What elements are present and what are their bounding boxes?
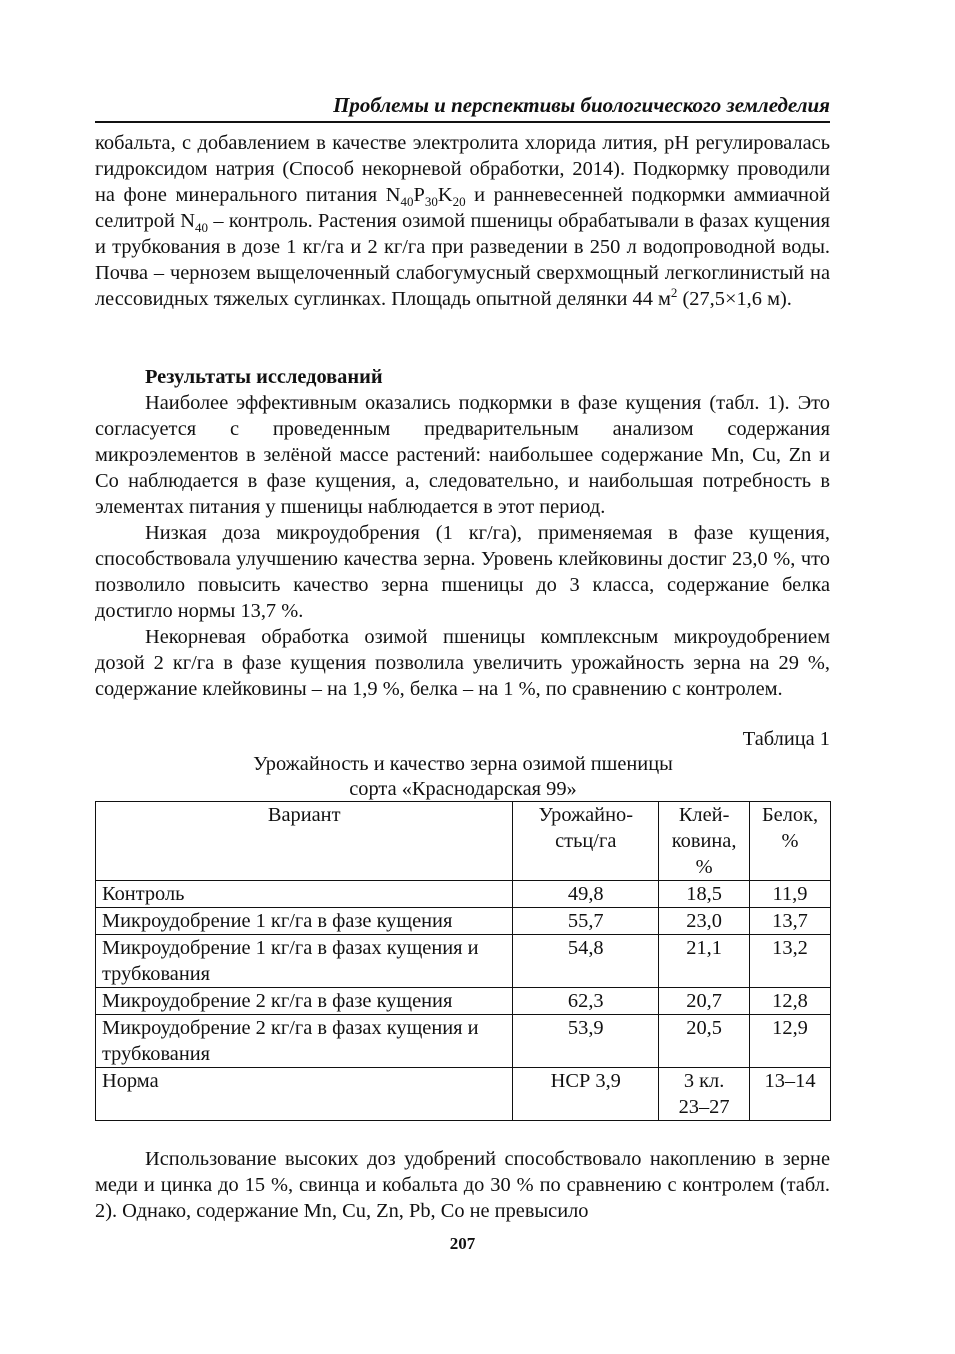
data-table bbox=[95, 801, 831, 1121]
table-row-norm bbox=[96, 1068, 831, 1121]
para1-sup: 2 bbox=[670, 285, 678, 301]
cell-protein: 11,9 bbox=[750, 881, 831, 908]
cell-gluten-range: 23–27 bbox=[678, 1096, 730, 1118]
table-row bbox=[96, 988, 831, 1015]
closing-paragraph bbox=[95, 1146, 830, 1224]
para1-k-sub: 20 bbox=[452, 194, 466, 210]
header-yield: Урожайно- стьц/га bbox=[513, 802, 659, 881]
running-head: Проблемы и перспективы биологического земледелия bbox=[333, 93, 830, 117]
para1-p-sub: 30 bbox=[424, 194, 438, 210]
cell-gluten: 23,0 bbox=[659, 908, 750, 935]
cell-protein: 13–14 bbox=[750, 1068, 831, 1121]
cell-gluten: 20,5 bbox=[659, 1015, 750, 1068]
table-caption-line-2: сорта «Краснодарская 99» bbox=[349, 778, 577, 800]
cell-protein: 12,8 bbox=[750, 988, 831, 1015]
header-protein: Белок, % bbox=[750, 802, 831, 881]
cell-gluten: 20,7 bbox=[659, 988, 750, 1015]
closing-paragraph-text: Использование высоких доз удобрений способствовало накоплению в зерне меди и цинка до 15 %, свинца и кобальта до 30 % по сравнению с контролем (табл. 2). Однако, содержание Mn, Cu, Zn, Pb, Co не превысило bbox=[95, 1148, 830, 1222]
table-row bbox=[96, 1015, 831, 1068]
cell-gluten: 18,5 bbox=[659, 881, 750, 908]
header-variant: Вариант bbox=[96, 802, 513, 881]
cell-variant: Микроудобрение 2 кг/га в фазе кущения bbox=[96, 988, 513, 1015]
table-header-row bbox=[96, 802, 831, 881]
para1-n2-sub: 40 bbox=[194, 220, 208, 236]
table-row bbox=[96, 908, 831, 935]
header-rule bbox=[95, 121, 830, 123]
results-paragraph-1: Наиболее эффективным оказались подкормки в фазе кущения (табл. 1). Это согласуется с проведенным предварительным анализом содержания микроэлементов в зелёной массе растений: наибольшее содержание Mn, Cu, Zn и Co наблюдается в фазе кущения, а, следовательно, и наибольшая потребность в элементах питания у пшеницы наблюдается в этот период. bbox=[95, 392, 830, 518]
cell-yield: 62,3 bbox=[513, 988, 659, 1015]
table-caption bbox=[73, 752, 853, 802]
paragraph-methods bbox=[95, 130, 830, 312]
para1-text-d: (27,5×1,6 м). bbox=[677, 288, 792, 310]
results-paragraph-3: Некорневая обработка озимой пшеницы комплексным микроудобрением дозой 2 кг/га в фазе кущения позволила увеличить урожайность зерна на 29 %, содержание клейковины – на 1,9 %, белка – на 1 %, по сравнению с контролем. bbox=[95, 626, 830, 700]
cell-variant: Норма bbox=[96, 1068, 513, 1121]
cell-variant: Микроудобрение 2 кг/га в фазах кущения и трубкования bbox=[96, 1015, 513, 1068]
para1-k: K bbox=[437, 184, 453, 206]
para1-text-a: кобальта, с добавлением в качестве электролита хлорида лития, pH регулировалась гидроксидом натрия (Способ некорневой обработки, 2014). Подкормку проводили на фоне минерального питания N bbox=[95, 132, 830, 206]
cell-yield: 49,8 bbox=[513, 881, 659, 908]
cell-variant: Микроудобрение 1 кг/га в фазах кущения и трубкования bbox=[96, 935, 513, 988]
table-label: Таблица 1 bbox=[742, 728, 830, 750]
table-caption-line-1: Урожайность и качество зерна озимой пшеницы bbox=[253, 753, 673, 775]
results-paragraph-2: Низкая доза микроудобрения (1 кг/га), применяемая в фазе кущения, способствовала улучшению качества зерна. Уровень клейковины достиг 23,0 %, что позволило повысить качество зерна пшеницы до 3 класса, содержание белка достигло нормы 13,7 %. bbox=[95, 522, 830, 622]
cell-protein: 13,2 bbox=[750, 935, 831, 988]
results-paragraphs bbox=[95, 390, 830, 702]
para1-text-b: и ранневесенней подкормки аммиачной селитрой N bbox=[95, 184, 830, 232]
table-row bbox=[96, 881, 831, 908]
header-gluten: Клей- ковина, % bbox=[659, 802, 750, 881]
page-number: 207 bbox=[449, 1234, 476, 1253]
para1-n-sub: 40 bbox=[400, 194, 414, 210]
cell-protein: 13,7 bbox=[750, 908, 831, 935]
cell-protein: 12,9 bbox=[750, 1015, 831, 1068]
section-title: Результаты исследований bbox=[145, 366, 383, 388]
table-row bbox=[96, 935, 831, 988]
cell-yield: 54,8 bbox=[513, 935, 659, 988]
para1-p: P bbox=[413, 184, 425, 206]
cell-gluten bbox=[659, 1068, 750, 1121]
cell-variant: Микроудобрение 1 кг/га в фазе кущения bbox=[96, 908, 513, 935]
cell-gluten-class: 3 кл. bbox=[683, 1070, 725, 1092]
para1-text-c: – контроль. Растения озимой пшеницы обрабатывали в фазах кущения и трубкования в дозе 1 кг/га и 2 кг/га при разведении в 250 л водопроводной воды. Почва – чернозем выщелоченный слабогумусный сверхмощный легкоглинистый на лессовидных тяжелых суглинках. Площадь опытной делянки 44 м bbox=[95, 210, 830, 310]
cell-yield: НСР 3,9 bbox=[513, 1068, 659, 1121]
cell-gluten: 21,1 bbox=[659, 935, 750, 988]
cell-yield: 53,9 bbox=[513, 1015, 659, 1068]
cell-variant: Контроль bbox=[96, 881, 513, 908]
cell-yield: 55,7 bbox=[513, 908, 659, 935]
